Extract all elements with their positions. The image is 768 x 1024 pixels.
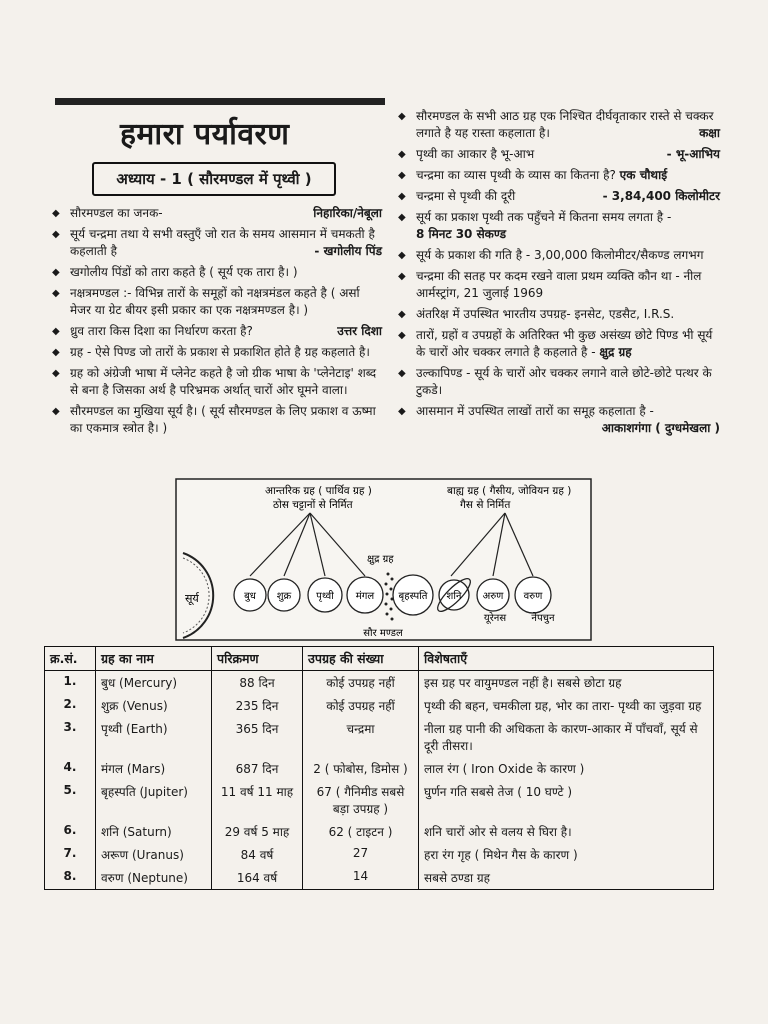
top-rule bbox=[55, 98, 385, 105]
table-row bbox=[45, 671, 714, 695]
table-row bbox=[45, 866, 714, 890]
cell-satellites: 62 ( टाइटन ) bbox=[303, 820, 419, 843]
planet-label-uranus: अरुण bbox=[482, 591, 504, 602]
list-item: ◆ आसमान में उपस्थित लाखों तारों का समूह कहलाता है - आकाशगंगा ( दुग्धमेखला ) bbox=[398, 403, 720, 420]
list-item: ◆ चन्द्रमा की सतह पर कदम रखने वाला प्रथम व्यक्ति कौन था - नील आर्मस्ट्रांग, 21 जुलाई 1969 bbox=[398, 268, 720, 302]
planet-label-mars: मंगल bbox=[355, 591, 375, 602]
solar-system-diagram bbox=[175, 478, 592, 641]
list-item: ◆ सूर्य का प्रकाश पृथ्वी तक पहुँचने में कितना समय लगता है - 8 मिनट 30 सेकण्ड bbox=[398, 209, 720, 243]
col-header-features: विशेषताएँ bbox=[419, 647, 714, 671]
outer-planets-label: बाह्य ग्रह ( गैसीय, जोवियन ग्रह ) bbox=[447, 485, 572, 497]
table-row bbox=[45, 780, 714, 820]
list-item: ◆ नक्षत्रमण्डल :- विभिन्न तारों के समूहों को नक्षत्रमंडल कहते है ( अर्सा मेजर या ग्रेट बीयर इसी प्रकार का एक नक्षत्रमण्डल है। ) bbox=[52, 285, 382, 319]
table-row bbox=[45, 843, 714, 866]
cell-name: वरुण (Neptune) bbox=[96, 866, 212, 890]
list-item: ◆ खगोलीय पिंडों को तारा कहते है ( सूर्य एक तारा है। ) bbox=[52, 264, 382, 281]
neptune-english-label: नेपचुन bbox=[531, 613, 555, 624]
list-item: ◆ चन्द्रमा का व्यास पृथ्वी के व्यास का कितना है? एक चौथाई bbox=[398, 167, 720, 184]
cell-name: बुध (Mercury) bbox=[96, 671, 212, 695]
cell-name: अरूण (Uranus) bbox=[96, 843, 212, 866]
cell-serial: 2. bbox=[45, 694, 96, 717]
cell-features: नीला ग्रह पानी की अधिकता के कारण-आकार में पाँचवाँ, सूर्य से दूरी तीसरा। bbox=[419, 717, 714, 757]
planet-label-neptune: वरुण bbox=[523, 591, 543, 602]
list-item: ◆ पृथ्वी का आकार है भू-आभ - भू-आभिय bbox=[398, 146, 720, 163]
inner-planets-label: आन्तरिक ग्रह ( पार्थिव ग्रह ) bbox=[265, 485, 372, 497]
cell-features: सबसे ठण्डा ग्रह bbox=[419, 866, 714, 890]
left-column bbox=[52, 205, 382, 441]
col-header-satellites: उपग्रह की संख्या bbox=[303, 647, 419, 671]
cell-revolution: 84 वर्ष bbox=[212, 843, 303, 866]
list-item: ◆ ध्रुव तारा किस दिशा का निर्धारण करता है? उत्तर दिशा bbox=[52, 323, 382, 340]
cell-satellites: कोई उपग्रह नहीं bbox=[303, 694, 419, 717]
page-title: हमारा पर्यावरण bbox=[120, 117, 290, 152]
cell-revolution: 365 दिन bbox=[212, 717, 303, 757]
planet-label-mercury: बुध bbox=[244, 591, 256, 602]
cell-name: बृहस्पति (Jupiter) bbox=[96, 780, 212, 820]
list-item: ◆ सौरमण्डल का जनक- निहारिका/नेबूला bbox=[52, 205, 382, 222]
list-item: ◆ ग्रह - ऐसे पिण्ड जो तारों के प्रकाश से प्रकाशित होते है ग्रह कहलाते है। bbox=[52, 344, 382, 361]
list-item: ◆ सौरमण्डल के सभी आठ ग्रह एक निश्चित दीर्घवृताकार रास्ते से चक्कर लगाते है यह रास्ता कहलाता है। कक्षा bbox=[398, 108, 720, 142]
planet-label-saturn: शनि bbox=[446, 591, 462, 602]
cell-serial: 3. bbox=[45, 717, 96, 757]
table-header-row bbox=[45, 647, 714, 671]
chapter-heading: अध्याय - 1 ( सौरमण्डल में पृथ्वी ) bbox=[92, 162, 336, 196]
sun-label: सूर्य bbox=[185, 592, 199, 605]
cell-features: इस ग्रह पर वायुमण्डल नहीं है। सबसे छोटा ग्रह bbox=[419, 671, 714, 695]
list-item: ◆ सौरमण्डल का मुखिया सूर्य है। ( सूर्य सौरमण्डल के लिए प्रकाश व ऊष्मा का एकमात्र स्त्रोत है। ) bbox=[52, 403, 382, 437]
diagram-caption: सौर मण्डल bbox=[363, 628, 403, 639]
cell-features: शनि चारों ओर से वलय से घिरा है। bbox=[419, 820, 714, 843]
cell-satellites: चन्द्रमा bbox=[303, 717, 419, 757]
cell-name: पृथ्वी (Earth) bbox=[96, 717, 212, 757]
list-item: ◆ सूर्य के प्रकाश की गति है - 3,00,000 किलोमीटर/सैकण्ड लगभग bbox=[398, 247, 720, 264]
cell-revolution: 29 वर्ष 5 माह bbox=[212, 820, 303, 843]
col-header-revolution: परिक्रमण bbox=[212, 647, 303, 671]
cell-serial: 1. bbox=[45, 671, 96, 695]
cell-name: मंगल (Mars) bbox=[96, 757, 212, 780]
cell-name: शनि (Saturn) bbox=[96, 820, 212, 843]
asteroid-belt-label: क्षुद्र ग्रह bbox=[367, 554, 394, 565]
inner-planets-sub: ठोस चट्टानों से निर्मित bbox=[273, 499, 353, 511]
cell-serial: 4. bbox=[45, 757, 96, 780]
cell-features: लाल रंग ( Iron Oxide के कारण ) bbox=[419, 757, 714, 780]
cell-satellites: 2 ( फोबोस, डिमोस ) bbox=[303, 757, 419, 780]
cell-name: शुक्र (Venus) bbox=[96, 694, 212, 717]
cell-revolution: 11 वर्ष 11 माह bbox=[212, 780, 303, 820]
planets-table bbox=[44, 646, 714, 890]
cell-serial: 5. bbox=[45, 780, 96, 820]
right-column bbox=[398, 108, 720, 437]
planet-label-venus: शुक्र bbox=[276, 591, 292, 602]
cell-satellites: 14 bbox=[303, 866, 419, 890]
list-item: ◆ चन्द्रमा से पृथ्वी की दूरी - 3,84,400 किलोमीटर bbox=[398, 188, 720, 205]
cell-serial: 7. bbox=[45, 843, 96, 866]
cell-satellites: 27 bbox=[303, 843, 419, 866]
uranus-english-label: यूरेनस bbox=[483, 613, 507, 624]
cell-features: पृथ्वी की बहन, चमकीला ग्रह, भोर का तारा- पृथ्वी का जुड़वा ग्रह bbox=[419, 694, 714, 717]
cell-serial: 6. bbox=[45, 820, 96, 843]
list-item: ◆ तारों, ग्रहों व उपग्रहों के अतिरिक्त भी कुछ असंख्य छोटे पिण्ड भी सूर्य के चारों ओर चक्कर लगाते है कहलाते है - क्षुद्र ग्रह bbox=[398, 327, 720, 361]
cell-features: घुर्णन गति सबसे तेज ( 10 घण्टे ) bbox=[419, 780, 714, 820]
cell-revolution: 687 दिन bbox=[212, 757, 303, 780]
table-row bbox=[45, 717, 714, 757]
col-header-serial: क्र.सं. bbox=[45, 647, 96, 671]
planet-label-jupiter: बृहस्पति bbox=[398, 591, 428, 602]
list-item: ◆ ग्रह को अंग्रेजी भाषा में प्लेनेट कहते है जो ग्रीक भाषा के 'प्लेनेटाइ' शब्द से बना है जिसका अर्थ है परिभ्रमक अर्थात् चारों ओर घूमने वाला। bbox=[52, 365, 382, 399]
cell-revolution: 235 दिन bbox=[212, 694, 303, 717]
list-item: ◆ उल्कापिण्ड - सूर्य के चारों ओर चक्कर लगाने वाले छोटे-छोटे पत्थर के टुकडे। bbox=[398, 365, 720, 399]
cell-satellites: कोई उपग्रह नहीं bbox=[303, 671, 419, 695]
list-item: ◆ सूर्य चन्द्रमा तथा ये सभी वस्तुएँ जो रात के समय आसमान में चमकती है कहलाती है - खगोलीय पिंड bbox=[52, 226, 382, 260]
cell-revolution: 88 दिन bbox=[212, 671, 303, 695]
table-row bbox=[45, 757, 714, 780]
cell-satellites: 67 ( गैनिमीड सबसे बड़ा उपग्रह ) bbox=[303, 780, 419, 820]
table-row bbox=[45, 694, 714, 717]
planet-label-earth: पृथ्वी bbox=[316, 591, 334, 602]
cell-features: हरा रंग गृह ( मिथेन गैस के कारण ) bbox=[419, 843, 714, 866]
cell-revolution: 164 वर्ष bbox=[212, 866, 303, 890]
outer-planets-sub: गैस से निर्मित bbox=[460, 499, 511, 511]
cell-serial: 8. bbox=[45, 866, 96, 890]
list-item: ◆ अंतरिक्ष में उपस्थित भारतीय उपग्रह- इनसेट, एडसैट, I.R.S. bbox=[398, 306, 720, 323]
col-header-name: ग्रह का नाम bbox=[96, 647, 212, 671]
table-row bbox=[45, 820, 714, 843]
